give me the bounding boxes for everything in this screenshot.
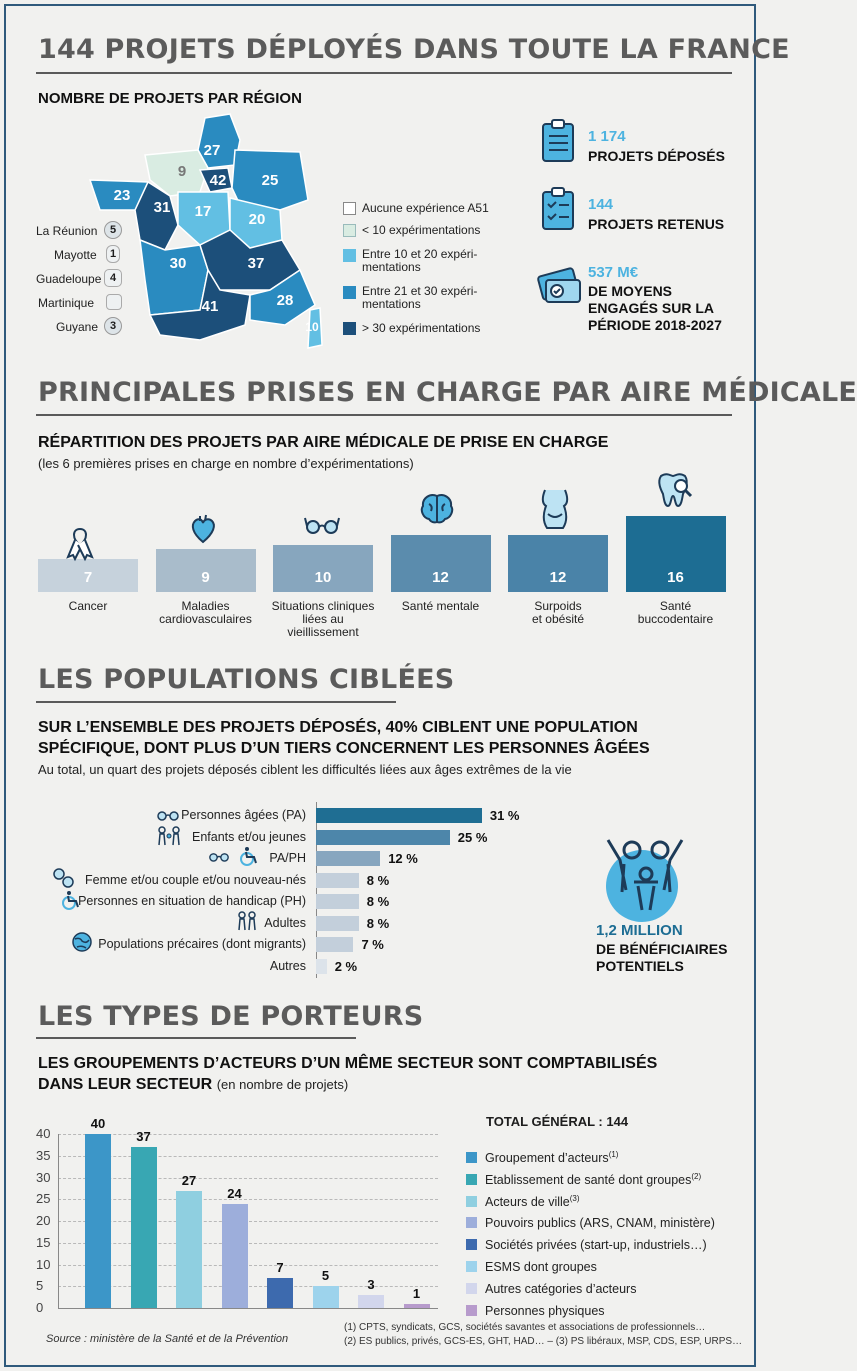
overseas-mayotte-label: Mayotte (54, 248, 97, 262)
legend-swatch (343, 286, 356, 299)
carrier-bar (176, 1191, 202, 1308)
overseas-martinique-shape (106, 294, 122, 310)
legend-swatch (466, 1239, 477, 1250)
population-bar-value: 31 % (489, 808, 520, 823)
region-value: 37 (247, 255, 265, 272)
population-bar (316, 916, 359, 931)
heart-icon (188, 513, 218, 545)
carrier-bar-value: 24 (227, 1185, 242, 1201)
legend-swatch (466, 1261, 477, 1272)
section3-rule (36, 701, 396, 703)
legend-swatch (466, 1217, 477, 1228)
area-bar (508, 535, 608, 592)
y-tick-label: 25 (36, 1191, 51, 1207)
carrier-bar-value: 40 (90, 1116, 106, 1131)
carrier-bar-value: 3 (367, 1276, 375, 1292)
overseas-reunion-value: 5 (104, 221, 122, 239)
beneficiaries-label: DE BÉNÉFICIAIRES POTENTIELS (596, 941, 728, 974)
legend-swatch (343, 249, 356, 262)
y-axis (58, 1134, 59, 1308)
section2-heading: RÉPARTITION DES PROJETS PAR AIRE MÉDICALE DE PRISE EN CHARGE (38, 434, 609, 451)
wheelchair-icon (238, 846, 260, 866)
legend-label: Groupement d’acteurs (485, 1151, 609, 1166)
population-bar (316, 937, 353, 952)
y-tick-label: 30 (36, 1169, 51, 1185)
area-bar (38, 559, 138, 592)
region-nouvelle-aquitaine (140, 240, 208, 315)
legend-swatch (466, 1196, 477, 1207)
legend-label: < 10 expérimentations (362, 223, 481, 237)
overseas-guyane-value: 3 (104, 317, 122, 335)
region-value: 23 (113, 187, 131, 204)
legend-label: ESMS dont groupes (485, 1260, 597, 1274)
population-bar (316, 830, 450, 845)
y-tick-label: 20 (36, 1213, 51, 1228)
body-icon (537, 486, 573, 530)
population-bar-label: PA/PH (269, 851, 306, 865)
overseas-guadeloupe-value: 4 (104, 269, 122, 287)
credit-card-icon (536, 262, 582, 308)
ribbon-icon (64, 525, 96, 561)
population-bar-value: 8 % (366, 915, 390, 931)
population-bar-value: 12 % (388, 851, 418, 866)
area-bar-value: 7 (83, 569, 93, 586)
checklist-icon (540, 186, 578, 232)
legend-label: Aucune expérience A51 (362, 201, 489, 215)
section4-rule (36, 1037, 356, 1039)
region-value: 10 (305, 320, 319, 334)
population-bar-label: Autres (269, 958, 306, 973)
beneficiaries-value: 1,2 MILLION (596, 922, 683, 939)
legend-label: Entre 10 et 20 expéri- mentations (362, 247, 478, 274)
y-tick-label: 40 (36, 1126, 51, 1141)
footnote-2: (2) ES publics, privés, GCS-ES, GHT, HAD… – (3) PS libéraux, MSP, CDS, ESP, URPS… (344, 1336, 743, 1347)
section1-title: 144 PROJETS DÉPLOYÉS DANS TOUTE LA FRANCE (38, 34, 790, 65)
region-value: 9 (177, 163, 187, 180)
area-bar-value: 9 (201, 569, 210, 586)
carrier-bar (85, 1134, 111, 1308)
mother-baby-icon (50, 868, 76, 890)
legend-label: Personnes physiques (485, 1304, 605, 1318)
population-bar-label: Personnes âgées (PA) (181, 808, 306, 822)
area-bar-value: 10 (314, 569, 332, 586)
section3-title: LES POPULATIONS CIBLÉES (38, 664, 455, 695)
area-bar-label: Surpoids et obésité (531, 599, 585, 626)
carrier-bar (222, 1204, 248, 1308)
legend-item (466, 1282, 636, 1296)
tooth-icon (655, 470, 695, 508)
overseas-guyane-label: Guyane (56, 320, 99, 334)
legend-item (466, 1238, 707, 1252)
glasses-icon (304, 514, 340, 536)
population-bar (316, 873, 359, 888)
population-bar-value: 8 % (366, 872, 390, 888)
overseas-guadeloupe-label: Guadeloupe (36, 272, 102, 286)
legend-swatch (343, 322, 356, 335)
region-value: 42 (209, 172, 227, 189)
section1-rule (36, 72, 732, 74)
x-axis (58, 1308, 438, 1309)
area-bar-label: Santé mentale (401, 599, 480, 613)
region-value: 41 (201, 298, 219, 315)
carrier-bar-value: 27 (181, 1172, 197, 1188)
carrier-bar (358, 1295, 384, 1308)
stat-deposited-value: 1 174 (588, 128, 626, 145)
legend-swatch (466, 1174, 477, 1185)
population-bar (316, 894, 359, 909)
section2-subheading: (les 6 premières prises en charge en nombre d’expérimentations) (38, 456, 414, 471)
legend-footnote-ref: (2) (691, 1172, 702, 1181)
gridline (58, 1243, 438, 1244)
region-value: 30 (169, 255, 187, 272)
region-value: 20 (248, 211, 266, 228)
carrier-bar-value: 37 (136, 1129, 151, 1145)
population-bar-value: 2 % (334, 958, 358, 974)
gridline (58, 1265, 438, 1266)
legend-item (466, 1150, 618, 1165)
section4-title: LES TYPES DE PORTEURS (38, 1001, 424, 1032)
stat-deposited-label: PROJETS DÉPOSÉS (588, 148, 725, 164)
y-tick-label: 10 (36, 1256, 51, 1272)
legend-item (466, 1260, 597, 1274)
legend-label: > 30 expérimentations (362, 321, 481, 335)
population-bar-value: 7 % (361, 937, 384, 952)
overseas-reunion-label: La Réunion (36, 224, 98, 238)
legend-footnote-ref: (3) (569, 1194, 580, 1203)
legend-swatch (343, 202, 356, 215)
france-map (90, 110, 330, 350)
stat-retained-value: 144 (588, 196, 614, 213)
section4-heading-line2 (38, 1076, 348, 1094)
y-tick-label: 5 (36, 1278, 44, 1294)
section4-heading-suffix: (en nombre de projets) (216, 1077, 349, 1092)
area-bar-value: 12 (549, 569, 567, 586)
legend-label: Pouvoirs publics (ARS, CNAM, ministère) (485, 1216, 715, 1230)
legend-item (466, 1304, 605, 1318)
family-group-icon (598, 830, 708, 924)
legend-swatch (466, 1283, 477, 1294)
stat-retained-label: PROJETS RETENUS (588, 216, 725, 232)
y-tick-label: 15 (36, 1234, 51, 1250)
area-bar (626, 516, 726, 592)
area-bar-label: Maladies cardiovasculaires (159, 599, 252, 626)
y-tick-label: 35 (36, 1147, 51, 1163)
gridline (58, 1221, 438, 1222)
carrier-bar (404, 1304, 430, 1308)
section2-rule (36, 414, 732, 416)
region-value: 25 (261, 172, 279, 189)
region-value: 27 (203, 142, 221, 159)
overseas-mayotte-value: 1 (106, 245, 120, 263)
family-icon (156, 826, 184, 846)
wheelchair-icon (60, 890, 82, 910)
overseas-martinique-label: Martinique (38, 296, 95, 310)
total-label: TOTAL GÉNÉRAL : 144 (486, 1114, 629, 1129)
map-title: NOMBRE DE PROJETS PAR RÉGION (38, 90, 302, 107)
section2-title: PRINCIPALES PRISES EN CHARGE PAR AIRE MÉDICALE (38, 377, 857, 408)
population-bar-label: Personnes en situation de handicap (PH) (78, 894, 306, 908)
legend-label: Entre 21 et 30 expéri- mentations (362, 284, 478, 311)
area-bar-value: 12 (432, 569, 449, 586)
legend-label: Acteurs de ville (485, 1195, 570, 1210)
area-bar (273, 545, 373, 593)
population-bar (316, 959, 327, 974)
population-bar-label: Populations précaires (dont migrants) (98, 937, 306, 951)
adults-icon (236, 911, 258, 931)
legend-swatch (466, 1152, 477, 1163)
brain-icon (418, 492, 456, 526)
legend-label: Sociétés privées (start-up, industriels…) (485, 1238, 707, 1252)
area-bar-label: Cancer (68, 599, 108, 613)
section4-heading-line1: LES GROUPEMENTS D’ACTEURS D’UN MÊME SECTEUR SONT COMPTABILISÉS (38, 1055, 658, 1072)
stat-funding-value: 537 M€ (588, 264, 639, 281)
source-note: Source : ministère de la Santé et de la Prévention (46, 1333, 289, 1345)
globe-icon (70, 931, 94, 953)
y-tick-label: 0 (36, 1300, 44, 1315)
population-bar-label: Adultes (264, 915, 306, 930)
glasses-icon (208, 849, 230, 864)
area-bar (156, 549, 256, 592)
carrier-bar (131, 1147, 157, 1308)
legend-item (466, 1194, 580, 1209)
carrier-bar-value: 7 (276, 1259, 284, 1275)
region-value: 28 (276, 292, 294, 309)
section3-heading-line1: SUR L’ENSEMBLE DES PROJETS DÉPOSÉS, 40% CIBLENT UNE POPULATION (38, 719, 638, 736)
legend-item (466, 1172, 701, 1187)
region-value: 17 (194, 203, 212, 220)
section4-heading-line2-text: DANS LEUR SECTEUR (38, 1076, 213, 1093)
area-bar-value: 16 (667, 569, 684, 586)
area-bar (391, 535, 491, 592)
section3-subheading: Au total, un quart des projets déposés ciblent les difficultés liées aux âges extrêmes de la vie (38, 762, 572, 777)
carrier-bar-value: 5 (321, 1268, 330, 1284)
carrier-bar (313, 1286, 339, 1308)
region-value: 31 (153, 199, 171, 216)
carrier-bar-value: 1 (412, 1285, 421, 1301)
footnote-1: (1) CPTS, syndicats, GCS, sociétés savantes et associations de professionnels… (344, 1322, 706, 1333)
legend-label: Autres catégories d’acteurs (485, 1282, 637, 1296)
carrier-bar (267, 1278, 293, 1308)
legend-footnote-ref: (1) (608, 1150, 619, 1159)
section3-heading-line2: SPÉCIFIQUE, DONT PLUS D’UN TIERS CONCERNENT LES PERSONNES ÂGÉES (38, 740, 650, 757)
population-bar (316, 808, 482, 823)
population-bar-label: Femme et/ou couple et/ou nouveau-nés (85, 872, 306, 887)
gridline (58, 1178, 438, 1179)
population-bar-value: 8 % (366, 894, 390, 909)
legend-item (466, 1216, 715, 1230)
clipboard-icon (540, 118, 578, 164)
population-bar-value: 25 % (457, 829, 488, 845)
gridline (58, 1134, 438, 1135)
stat-funding-label: DE MOYENS ENGAGÉS SUR LA PÉRIODE 2018-2027 (588, 283, 722, 333)
area-bar-label: Santé buccodentaire (637, 599, 714, 626)
area-bar-label: Situations cliniques liées au vieillissement (271, 599, 375, 639)
legend-label: Etablissement de santé dont groupes (485, 1173, 692, 1188)
glasses-icon (156, 807, 180, 823)
legend-swatch (466, 1305, 477, 1316)
population-bar-label: Enfants et/ou jeunes (192, 829, 306, 844)
legend-swatch (343, 224, 356, 237)
population-bar (316, 851, 380, 866)
gridline (58, 1156, 438, 1157)
